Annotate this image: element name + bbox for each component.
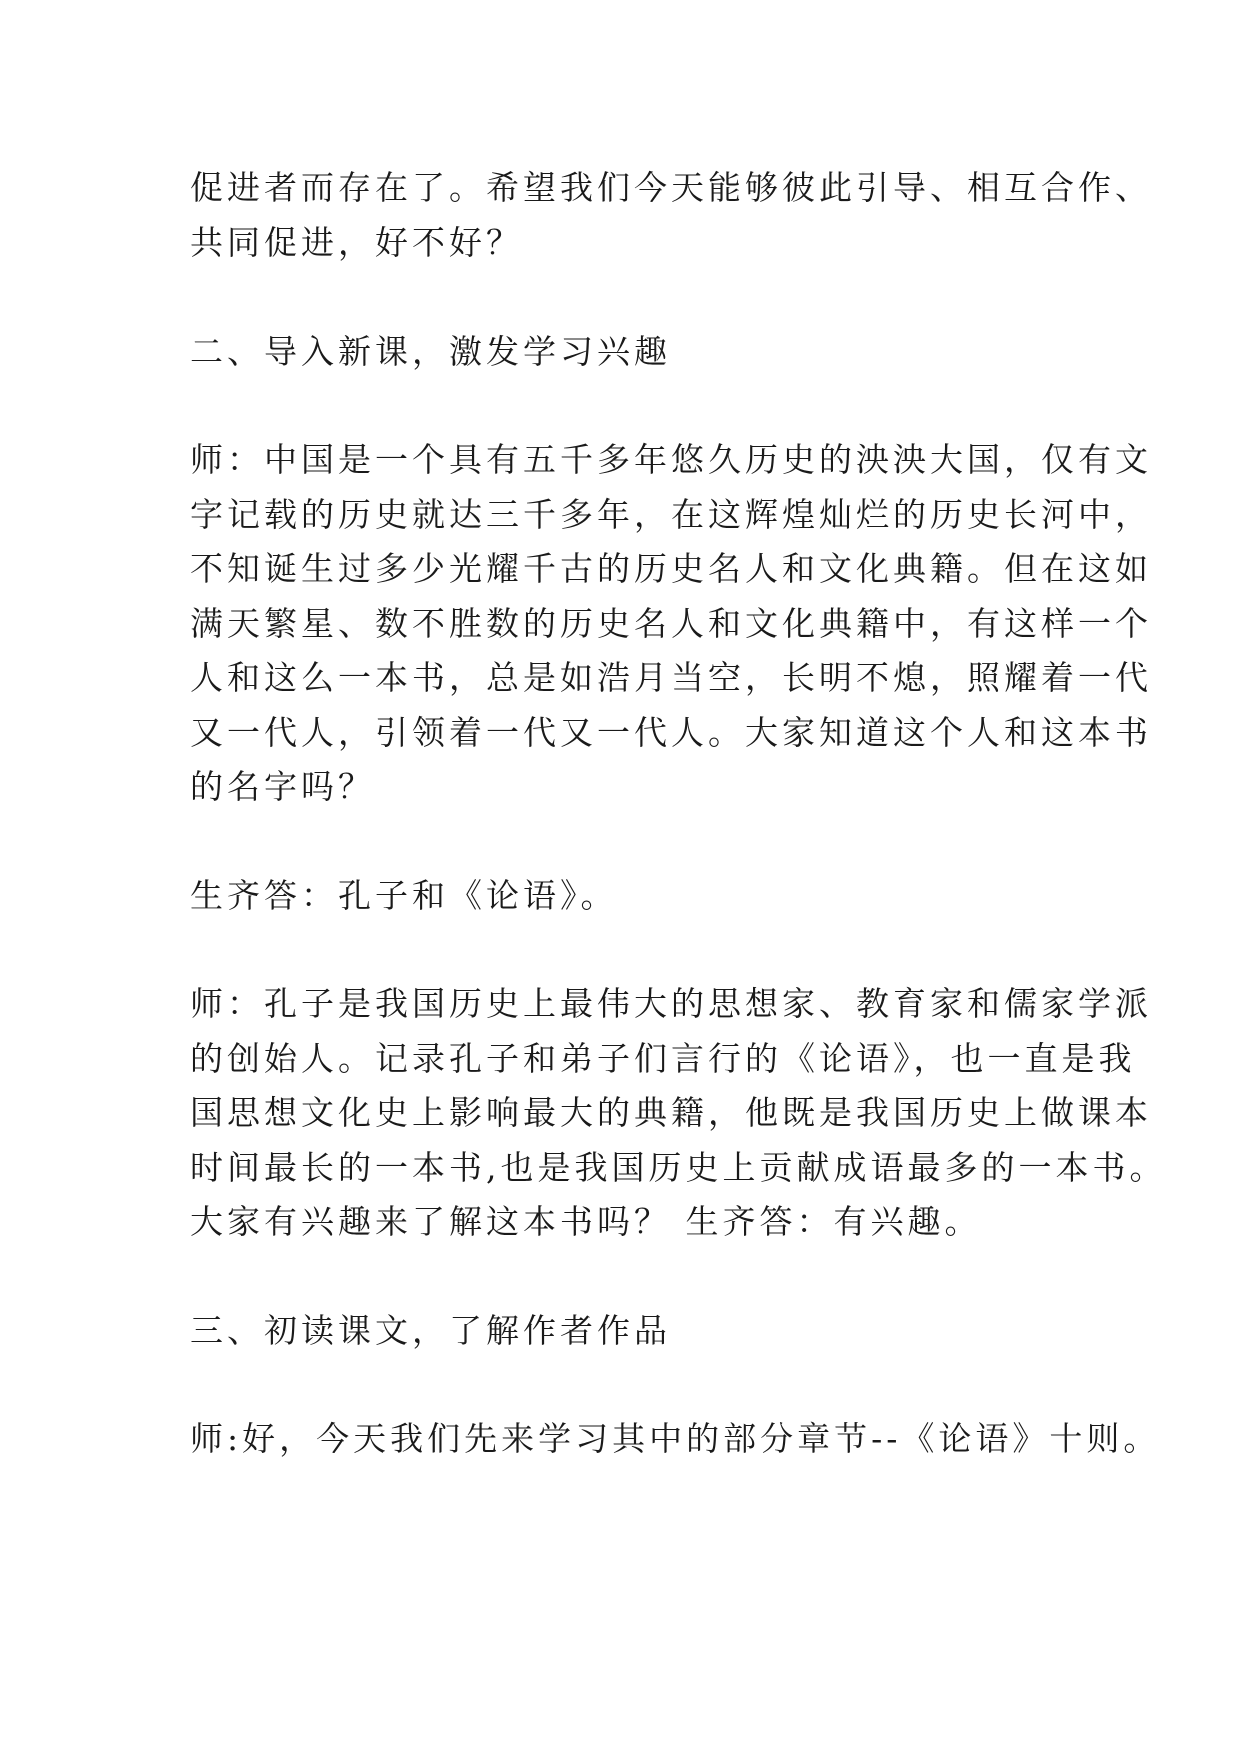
section-heading: 三、初读课文，了解作者作品 [190, 1311, 671, 1350]
text-line: 师:好，今天我们先来学习其中的部分章节--《论语》十则。 [190, 1419, 1161, 1458]
text-line: 共同促进，好不好？ [190, 223, 523, 262]
text-line: 人和这么一本书，总是如浩月当空，长明不熄，照耀着一代 [190, 658, 1152, 697]
text-line: 师：孔子是我国历史上最伟大的思想家、教育家和儒家学派 [190, 984, 1152, 1023]
text-line: 大家有兴趣来了解这本书吗？ 生齐答：有兴趣。 [190, 1202, 982, 1241]
text-line: 的名字吗？ [190, 767, 375, 806]
section-heading: 二、导入新课，激发学习兴趣 [190, 332, 671, 371]
text-line: 满天繁星、数不胜数的历史名人和文化典籍中，有这样一个 [190, 604, 1152, 643]
text-line: 生齐答：孔子和《论语》。 [190, 876, 618, 915]
text-line: 的创始人。记录孔子和弟子们言行的《论语》，也一直是我 [190, 1039, 1136, 1078]
text-line: 师：中国是一个具有五千多年悠久历史的泱泱大国，仅有文 [190, 440, 1152, 479]
text-line: 时间最长的一本书,也是我国历史上贡献成语最多的一本书。 [190, 1148, 1167, 1187]
text-line: 国思想文化史上影响最大的典籍，他既是我国历史上做课本 [190, 1093, 1152, 1132]
text-line: 促进者而存在了。希望我们今天能够彼此引导、相互合作、 [190, 168, 1152, 207]
text-line: 字记载的历史就达三千多年，在这辉煌灿烂的历史长河中， [190, 495, 1152, 534]
text-line: 又一代人，引领着一代又一代人。大家知道这个人和这本书 [190, 713, 1152, 752]
text-line: 不知诞生过多少光耀千古的历史名人和文化典籍。但在这如 [190, 549, 1152, 588]
